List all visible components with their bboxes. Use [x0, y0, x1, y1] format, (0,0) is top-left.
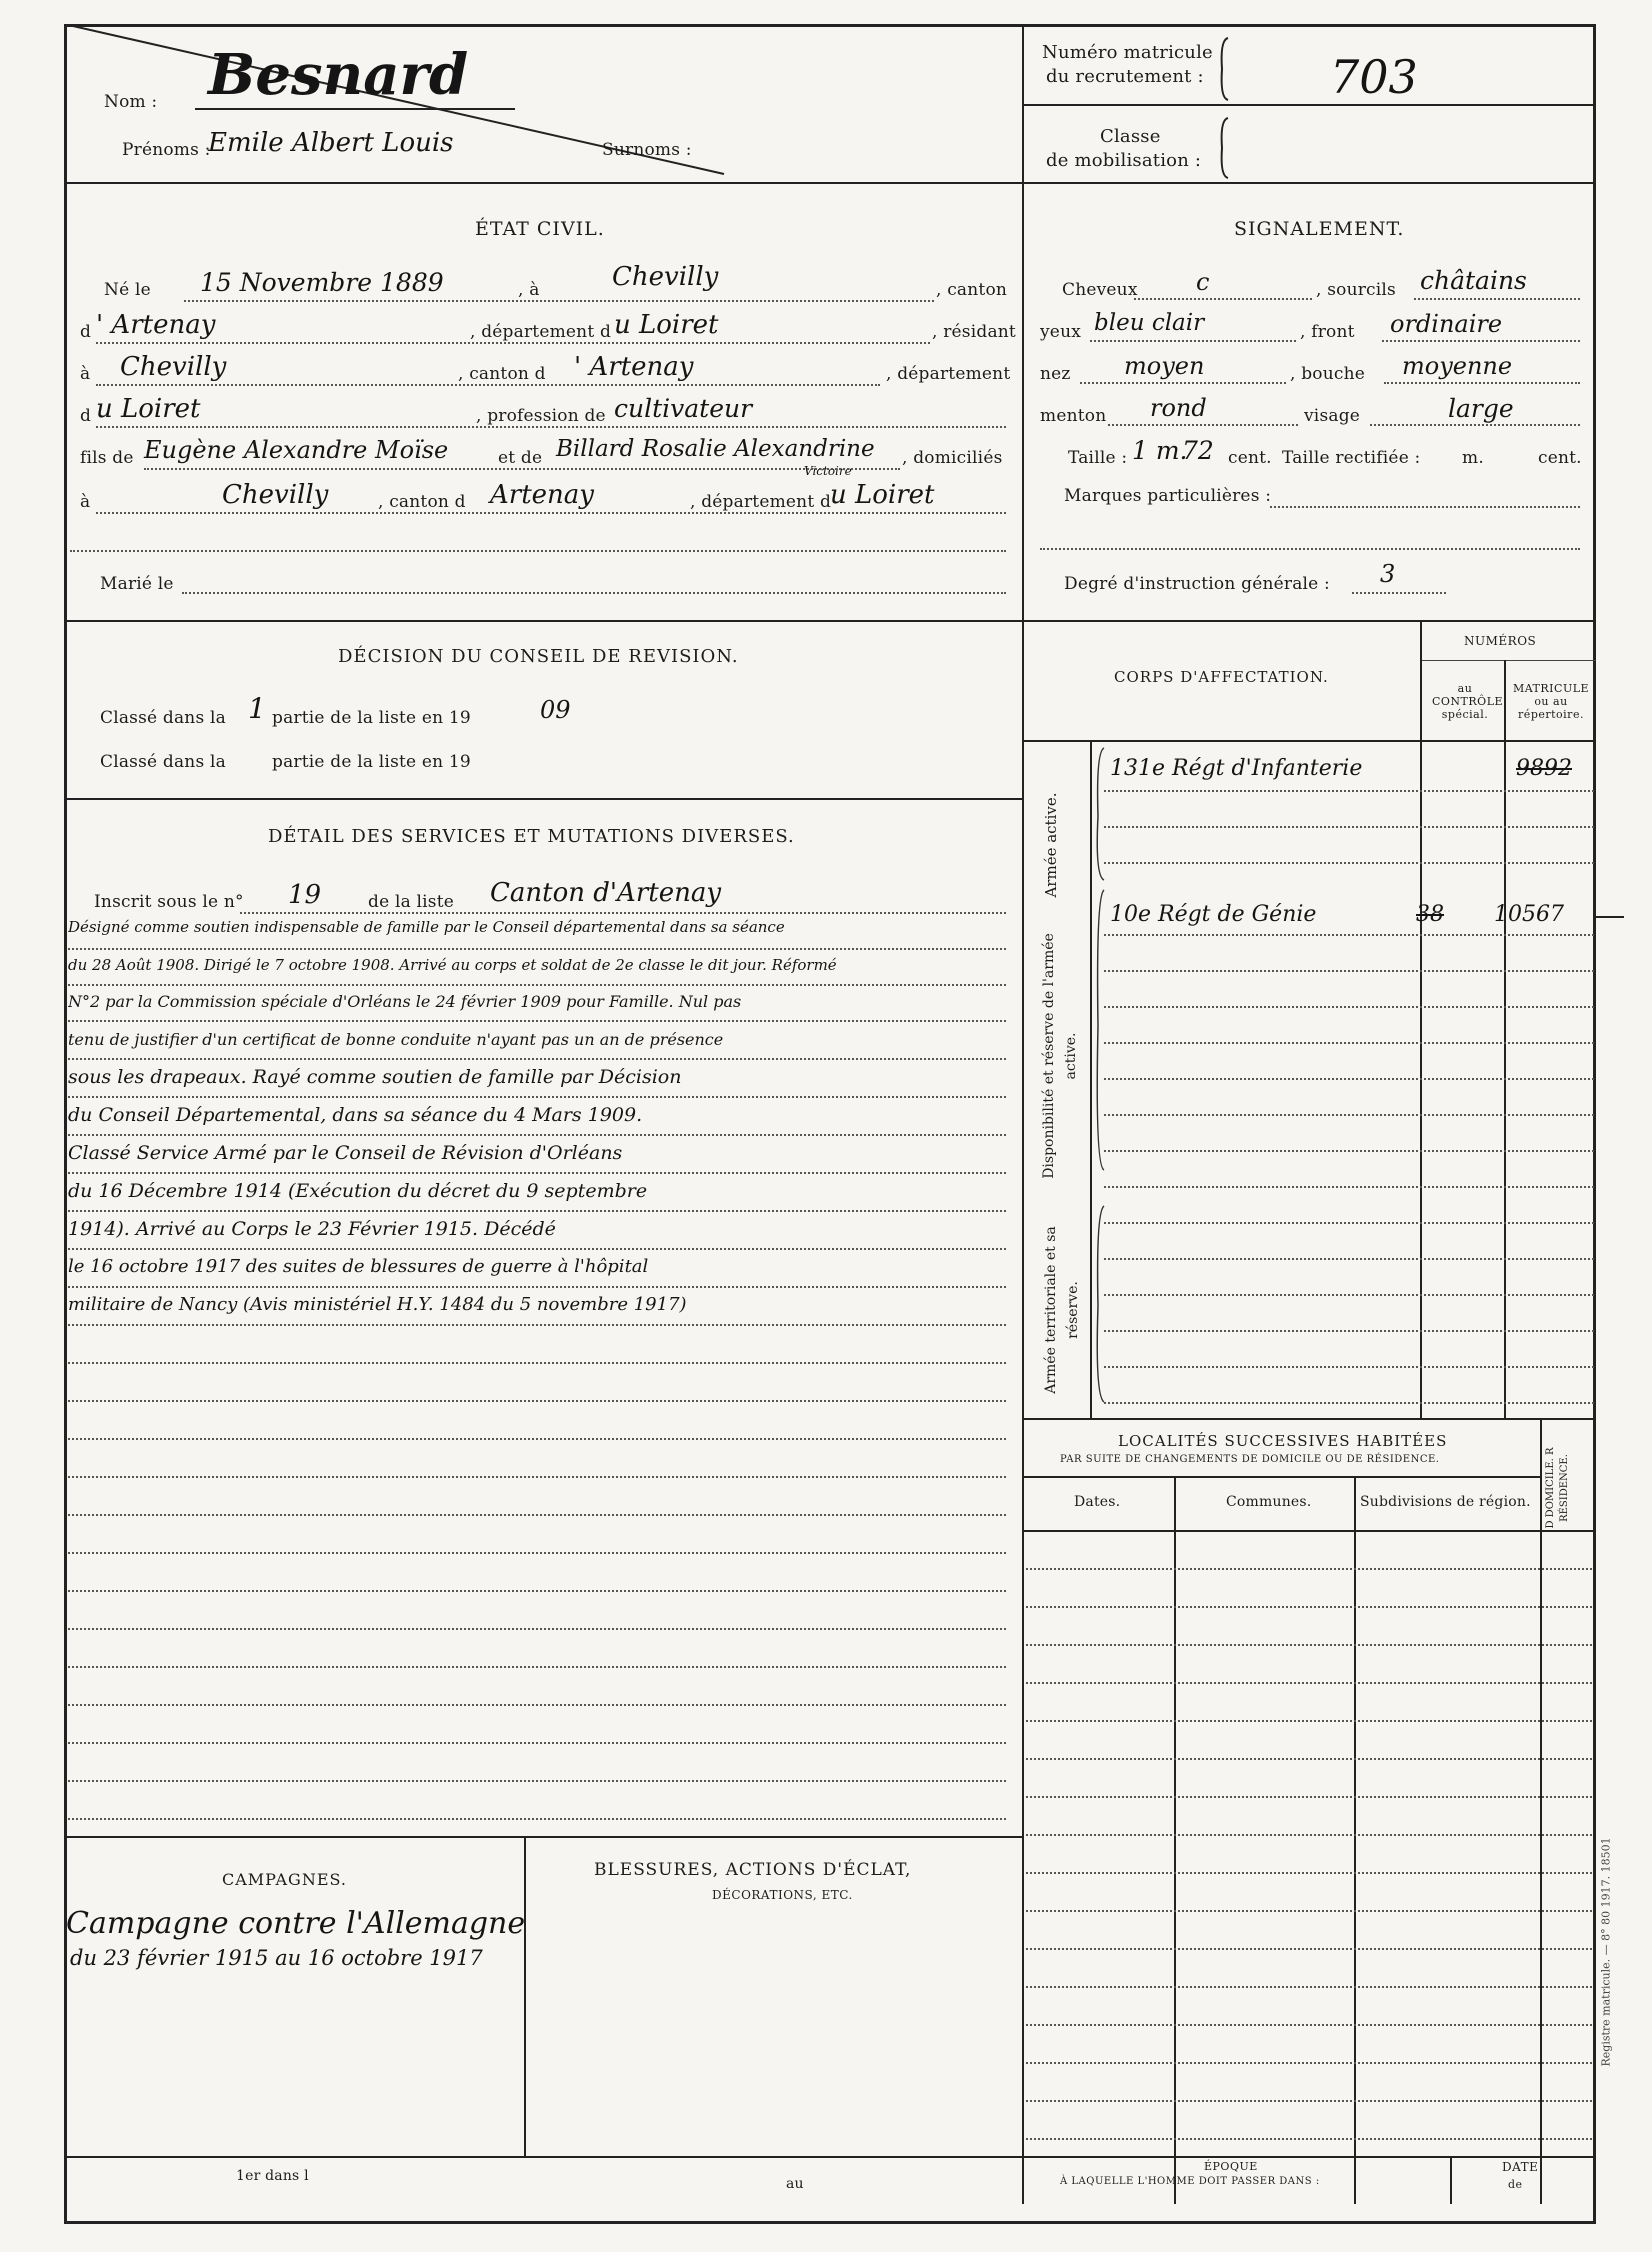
corps-title: CORPS D'AFFECTATION.	[1114, 668, 1329, 686]
inscrit-num: 19	[288, 880, 322, 910]
front-dotted	[1382, 340, 1580, 342]
localites-rule	[1026, 2100, 1592, 2102]
blessures-title: BLESSURES, ACTIONS D'ÉCLAT,	[594, 1860, 912, 1880]
affectation-bottom	[1022, 1418, 1596, 1420]
matricule-value: 703	[1330, 50, 1418, 104]
degre-value: 3	[1380, 560, 1396, 588]
localites-rule	[1026, 2062, 1592, 2064]
taille-rectifiee-label: Taille rectifiée :	[1282, 448, 1421, 468]
footer-date-divider	[1450, 2156, 1452, 2204]
front-label: , front	[1300, 322, 1355, 342]
affectation-dotted	[1104, 1294, 1594, 1296]
localites-title: LOCALITÉS SUCCESSIVES HABITÉES	[1118, 1432, 1448, 1450]
affectation-dotted	[1104, 1078, 1594, 1080]
detail-rule	[68, 1438, 1006, 1440]
footer-left: 1er dans l	[236, 2168, 309, 2184]
decision-line1-year: 09	[540, 696, 571, 724]
matricule-divider	[1022, 104, 1596, 106]
du-label: d	[80, 406, 92, 426]
matricule-brace	[1218, 36, 1232, 102]
localites-rule	[1026, 1606, 1592, 1608]
footer-date: DATE	[1502, 2160, 1539, 2174]
affectation-dotted	[1104, 1258, 1594, 1260]
detail-bottom	[64, 1836, 1022, 1838]
affectation-dotted	[1104, 1006, 1594, 1008]
nom-underline	[195, 108, 515, 110]
detail-rule	[68, 1704, 1006, 1706]
domicile-value: Chevilly	[222, 480, 329, 510]
cheveux-label: Cheveux	[1062, 280, 1138, 300]
sourcils-value: châtains	[1420, 266, 1527, 295]
yeux-dotted	[1090, 340, 1296, 342]
affectation-dotted	[1104, 1042, 1594, 1044]
departement-label: , département d	[470, 322, 612, 342]
matricule-label-1: Numéro matricule	[1042, 42, 1213, 63]
yeux-value: bleu clair	[1094, 310, 1205, 336]
cent2-label: cent.	[1538, 448, 1582, 468]
localites-rule	[1026, 1796, 1592, 1798]
detail-line-8: du 16 Décembre 1914 (Exécution du décret du 9 septembre	[68, 1180, 648, 1202]
footer-epoque-sub: À LAQUELLE L'HOMME DOIT PASSER DANS :	[1060, 2176, 1320, 2187]
visage-dotted	[1370, 424, 1580, 426]
decision-title: DÉCISION DU CONSEIL DE REVISION.	[338, 646, 739, 667]
localites-rule	[1026, 1644, 1592, 1646]
detail-rule	[68, 1286, 1006, 1288]
decision-line2-a: Classé dans la	[100, 752, 226, 772]
localites-rule	[1026, 2138, 1592, 2140]
fils-label: fils de	[80, 448, 134, 468]
campagnes-title: CAMPAGNES.	[222, 1870, 347, 1889]
header-divider-left	[64, 182, 1022, 184]
bouche-label: , bouche	[1290, 364, 1366, 384]
detail-line-7: Classé Service Armé par le Conseil de Révision d'Orléans	[68, 1142, 623, 1164]
footer-epoque: ÉPOQUE	[1204, 2160, 1258, 2173]
d-dotted-line	[96, 342, 930, 344]
marques-dotted	[1270, 506, 1580, 508]
col-communes: Communes.	[1226, 1494, 1312, 1510]
localites-col2	[1354, 1476, 1356, 2204]
taille-label: Taille :	[1068, 448, 1128, 468]
detail-line-1: Désigné comme soutien indispensable de famille par le Conseil départemental dans sa séance	[68, 918, 785, 936]
footer-top	[64, 2156, 1596, 2158]
classe-brace	[1218, 116, 1232, 180]
residence-value: Chevilly	[120, 352, 227, 382]
localites-header-bottom	[1022, 1530, 1596, 1532]
yeux-label: yeux	[1040, 322, 1082, 342]
detail-rule	[68, 1210, 1006, 1212]
canton2-label: , canton d	[458, 364, 546, 384]
liste-label: de la liste	[368, 892, 455, 912]
campagnes-line1: Campagne contre l'Allemagne	[66, 1906, 526, 1941]
detail-rule	[68, 1172, 1006, 1174]
visage-value: large	[1448, 394, 1514, 423]
detail-title: DÉTAIL DES SERVICES ET MUTATIONS DIVERSES.	[268, 826, 795, 847]
detail-line-6: du Conseil Départemental, dans sa séance du 4 Mars 1909.	[68, 1104, 643, 1126]
detail-line-3: N°2 par la Commission spéciale d'Orléans le 24 février 1909 pour Famille. Nul pas	[68, 992, 742, 1011]
departement3-value: u Loiret	[830, 480, 935, 510]
nez-label: nez	[1040, 364, 1071, 384]
campagnes-line2: du 23 février 1915 au 16 octobre 1917	[70, 1946, 483, 1970]
detail-rule	[68, 1514, 1006, 1516]
classe-label-2: de mobilisation :	[1046, 150, 1202, 171]
localites-col1	[1174, 1476, 1176, 2204]
localites-rule	[1026, 1758, 1592, 1760]
territoriale-label: Armée territoriale et sa réserve.	[1043, 1226, 1081, 1394]
a3-label: à	[80, 492, 91, 512]
col-subdivisions: Subdivisions de région.	[1360, 1494, 1531, 1510]
col-matricule: MATRICULE ou au répertoire.	[1512, 682, 1590, 721]
departement2-value: u Loiret	[96, 394, 201, 424]
marie-dotted-line	[182, 592, 1006, 594]
campagnes-divider	[524, 1836, 526, 2156]
numeros-col-divider	[1504, 660, 1506, 1418]
decision-line2-b: partie de la liste en 19	[272, 752, 471, 772]
localites-rule	[1026, 1986, 1592, 1988]
localites-rule	[1026, 1872, 1592, 1874]
detail-rule	[68, 984, 1006, 986]
canton3-value: Artenay	[490, 480, 594, 510]
nez-dotted	[1080, 382, 1286, 384]
detail-rule	[68, 1590, 1006, 1592]
side-print: Registre matricule. — 8° 80 1917. 18501	[1599, 1837, 1613, 2067]
localites-subtitle: PAR SUITE DE CHANGEMENTS DE DOMICILE OU DE RÉSIDENCE.	[1060, 1454, 1440, 1465]
detail-rule	[68, 1020, 1006, 1022]
marques-label: Marques particulières :	[1064, 486, 1272, 506]
nom-value: Besnard	[208, 42, 469, 108]
et-de-label: et de	[498, 448, 543, 468]
localites-rule	[1026, 1910, 1592, 1912]
canton3-label: , canton d	[378, 492, 466, 512]
nom-label: Nom :	[104, 92, 158, 112]
cheveux-dotted	[1134, 298, 1312, 300]
departement3-label: , département d	[690, 492, 832, 512]
col-controle: au CONTRÔLE spécial.	[1432, 682, 1504, 721]
row1-matricule: 9892	[1516, 756, 1572, 781]
canton-value: ' Artenay	[96, 310, 216, 340]
detail-rule	[68, 948, 1006, 950]
a-label: , à	[518, 280, 540, 300]
affectation-dotted	[1104, 790, 1594, 792]
affectation-header-bottom	[1022, 740, 1596, 742]
matricule-label-2: du recrutement :	[1046, 66, 1204, 87]
footer-mid: au	[786, 2176, 804, 2192]
detail-rule	[68, 1742, 1006, 1744]
affectation-dotted	[1104, 1222, 1594, 1224]
blessures-subtitle: DÉCORATIONS, ETC.	[712, 1888, 853, 1902]
affectation-dotted	[1104, 826, 1594, 828]
row1-corps: 131e Régt d'Infanterie	[1110, 756, 1363, 781]
surnoms-label: Surnoms :	[602, 140, 692, 160]
degre-label: Degré d'instruction générale :	[1064, 574, 1330, 594]
armee-active-label: Armée active.	[1042, 792, 1060, 898]
liste-value: Canton d'Artenay	[490, 878, 722, 908]
affectation-dotted	[1104, 1150, 1594, 1152]
canton-label: , canton	[936, 280, 1008, 300]
signalement-bottom	[1022, 620, 1596, 622]
profession-label: , profession de	[476, 406, 606, 426]
signalement-blank-dotted	[1040, 548, 1580, 550]
affectation-dotted	[1104, 1366, 1594, 1368]
detail-rule	[68, 1780, 1006, 1782]
detail-rule	[68, 1666, 1006, 1668]
inscrit-label: Inscrit sous le n°	[94, 892, 244, 912]
affectation-dotted	[1104, 1186, 1594, 1188]
degre-dotted	[1352, 592, 1446, 594]
taille-m-value: 1 m.	[1132, 436, 1188, 465]
lieu-naissance-value: Chevilly	[612, 262, 719, 292]
detail-line-11: militaire de Nancy (Avis ministériel H.Y. 1484 du 5 novembre 1917)	[68, 1294, 687, 1315]
a2-label: à	[80, 364, 91, 384]
mere-value: Billard Rosalie Alexandrine	[556, 436, 875, 462]
localites-rule	[1026, 1834, 1592, 1836]
affectation-dotted	[1104, 934, 1594, 936]
col-dr: D DOMICILE. R RÉSIDENCE.	[1545, 1447, 1570, 1529]
header-divider-right	[1022, 182, 1596, 184]
mere-suffix: Victoire	[804, 464, 852, 478]
profession-value: cultivateur	[614, 394, 753, 423]
residant-label: , résidant	[932, 322, 1016, 342]
canton2-value: ' Artenay	[574, 352, 694, 382]
detail-line-4: tenu de justifier d'un certificat de bonne conduite n'ayant pas un an de présence	[68, 1030, 724, 1049]
decision-bottom	[64, 798, 1022, 800]
affectation-dotted	[1104, 970, 1594, 972]
detail-rule	[68, 1248, 1006, 1250]
ne-dotted-line	[184, 300, 934, 302]
detail-rule	[68, 1476, 1006, 1478]
front-value: ordinaire	[1390, 310, 1503, 338]
detail-rule	[68, 1134, 1006, 1136]
taille-cm-value: 72	[1182, 436, 1214, 465]
inscrit-dotted	[240, 912, 1006, 914]
localites-title-bottom	[1022, 1476, 1540, 1478]
bouche-dotted	[1384, 382, 1580, 384]
detail-rule	[68, 1096, 1006, 1098]
marie-label: Marié le	[100, 574, 174, 594]
col-dates: Dates.	[1074, 1494, 1121, 1510]
signalement-title: SIGNALEMENT.	[1234, 218, 1405, 240]
prenoms-label: Prénoms :	[122, 140, 211, 160]
d-label: d	[80, 322, 92, 342]
row2-margin-mark	[1596, 916, 1624, 918]
cent-label: cent.	[1228, 448, 1272, 468]
menton-value: rond	[1150, 394, 1207, 422]
localites-rule	[1026, 1948, 1592, 1950]
detail-rule	[68, 1324, 1006, 1326]
main-column-divider	[1022, 24, 1024, 2204]
departement-value: u Loiret	[614, 310, 719, 340]
classe-label-1: Classe	[1100, 126, 1161, 147]
a2-dotted-line	[96, 384, 880, 386]
decision-line1-b: partie de la liste en 19	[272, 708, 471, 728]
menton-label: menton	[1040, 406, 1107, 426]
menton-dotted	[1108, 424, 1298, 426]
detail-rule	[68, 1818, 1006, 1820]
decision-line1-num: 1	[248, 692, 266, 725]
a3-dotted-line	[96, 512, 1006, 514]
detail-line-2: du 28 Août 1908. Dirigé le 7 octobre 1908. Arrivé au corps et soldat de 2e classe le dit jour. Réformé	[68, 956, 837, 974]
sourcils-dotted	[1414, 298, 1580, 300]
disponibilite-label: Disponibilité et réserve de l'armée active.	[1041, 933, 1079, 1179]
sourcils-label: , sourcils	[1316, 280, 1396, 300]
prenoms-value: Emile Albert Louis	[208, 128, 454, 158]
localites-rule	[1026, 1720, 1592, 1722]
detail-line-9: 1914). Arrivé au Corps le 23 Février 1915. Décédé	[68, 1218, 556, 1240]
detail-rule	[68, 1628, 1006, 1630]
section-braces	[1092, 746, 1106, 1408]
blank-dotted-line	[70, 550, 1006, 552]
localites-rule	[1026, 2024, 1592, 2026]
pere-value: Eugène Alexandre Moïse	[144, 436, 449, 464]
affectation-dotted	[1104, 1402, 1594, 1404]
affectation-dotted	[1104, 1330, 1594, 1332]
affectation-dotted	[1104, 1114, 1594, 1116]
localites-rule	[1026, 1568, 1592, 1570]
localites-dr-divider	[1540, 1418, 1542, 2204]
ne-le-value: 15 Novembre 1889	[200, 268, 444, 297]
affectation-dotted	[1104, 862, 1594, 864]
departement2-label: , département	[886, 364, 1011, 384]
detail-line-10: le 16 octobre 1917 des suites de blessures de guerre à l'hôpital	[68, 1256, 649, 1277]
ne-le-label: Né le	[104, 280, 151, 300]
footer-date-sub: de	[1508, 2178, 1523, 2191]
fils-dotted-line	[144, 468, 900, 470]
numeros-divider	[1420, 660, 1596, 661]
visage-label: visage	[1304, 406, 1361, 426]
localites-rule	[1026, 1682, 1592, 1684]
m-label: m.	[1462, 448, 1484, 468]
decision-line1-a: Classé dans la	[100, 708, 226, 728]
detail-line-5: sous les drapeaux. Rayé comme soutien de famille par Décision	[68, 1066, 682, 1088]
domicilies-label: , domiciliés	[902, 448, 1003, 468]
etat-civil-title: ÉTAT CIVIL.	[475, 218, 605, 240]
numeros-title: NUMÉROS	[1464, 634, 1537, 648]
nez-value: moyen	[1124, 352, 1205, 380]
row2-corps: 10e Régt de Génie	[1110, 902, 1317, 927]
du-dotted-line	[96, 426, 1006, 428]
detail-rule	[68, 1058, 1006, 1060]
row2-matricule: 10567	[1494, 902, 1564, 927]
detail-rule	[68, 1552, 1006, 1554]
detail-rule	[68, 1400, 1006, 1402]
bouche-value: moyenne	[1402, 352, 1513, 380]
row2-controle: 38	[1416, 902, 1444, 927]
detail-rule	[68, 1362, 1006, 1364]
cheveux-value: c	[1196, 268, 1210, 296]
etat-civil-bottom	[64, 620, 1022, 622]
